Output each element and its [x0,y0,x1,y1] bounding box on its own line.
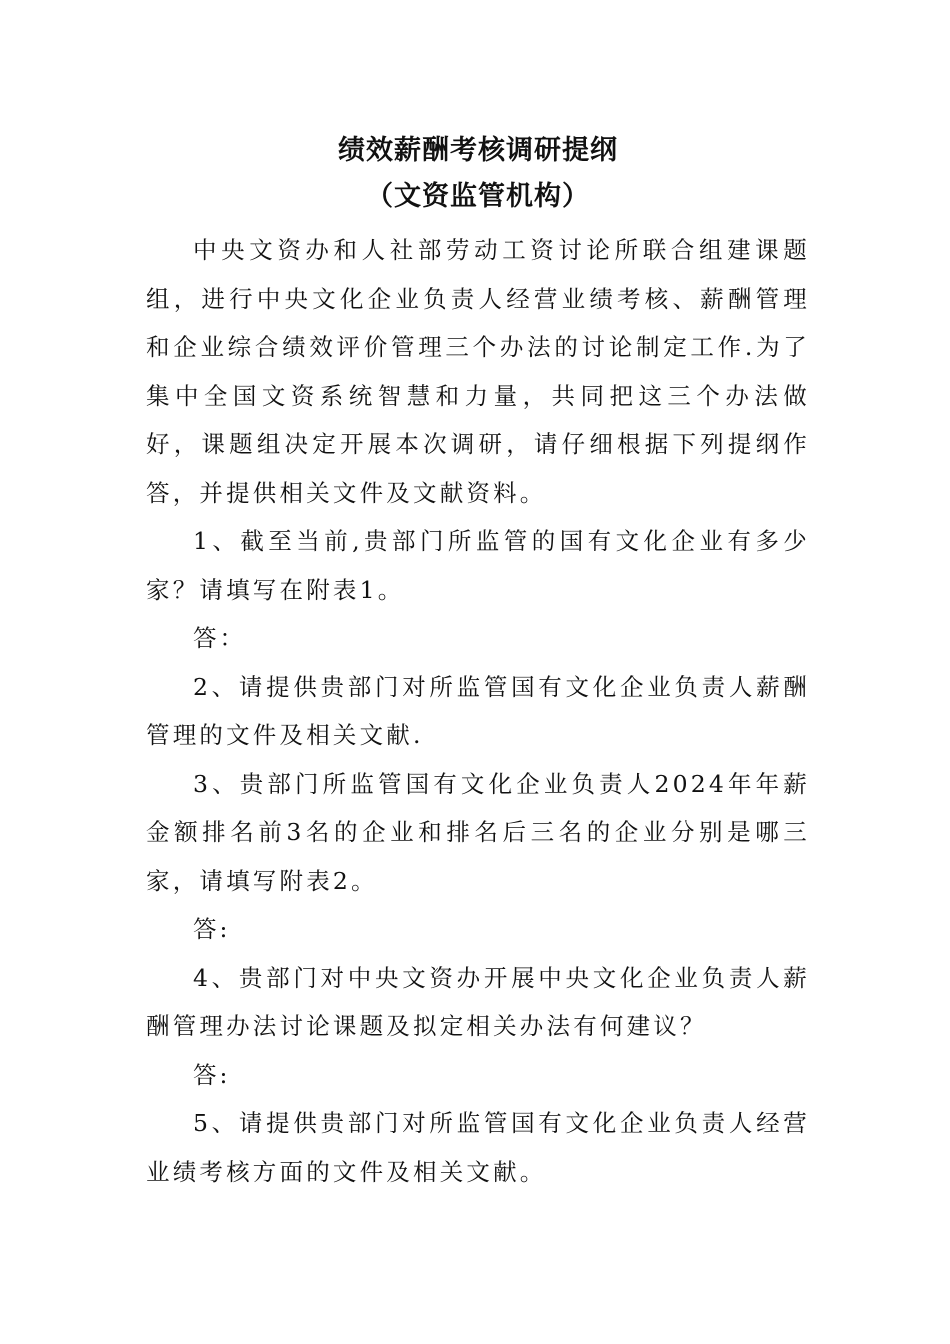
question-2: 2、请提供贵部门对所监管国有文化企业负责人薪酬管理的文件及相关文献. [146,672,810,749]
document-page [146,128,810,1196]
answer-1: 答： [193,624,246,652]
document-title: 绩效薪酬考核调研提纲 [338,135,618,166]
intro-paragraph: 中央文资办和人社部劳动工资讨论所联合组建课题组，进行中央文化企业负责人经营业绩考核、薪酬管理和企业综合绩效评价管理三个办法的讨论制定工作.为了集中全国文资系统智慧和力量，共同把这三个办法做好，课题组决定开展本次调研，请仔细根据下列提纲作答，并提供相关文件及文献资料。 [146,236,810,507]
question-3: 3、贵部门所监管国有文化企业负责人2024年年薪金额排名前3名的企业和排名后三名的企业分别是哪三家，请填写附表2。 [146,769,810,895]
answer-3: 答: [193,915,231,943]
document-subtitle: （文资监管机构） [366,181,590,212]
answer-4: 答: [193,1060,231,1089]
question-5: 5、请提供贵部门对所监管国有文化企业负责人经营业绩考核方面的文件及相关文献。 [146,1109,810,1186]
question-1: 1、截至当前,贵部门所监管的国有文化企业有多少家？请填写在附表1。 [146,527,810,604]
question-4: 4、贵部门对中央文资办开展中央文化企业负责人薪酬管理办法讨论课题及拟定相关办法有何建议？ [146,963,810,1040]
